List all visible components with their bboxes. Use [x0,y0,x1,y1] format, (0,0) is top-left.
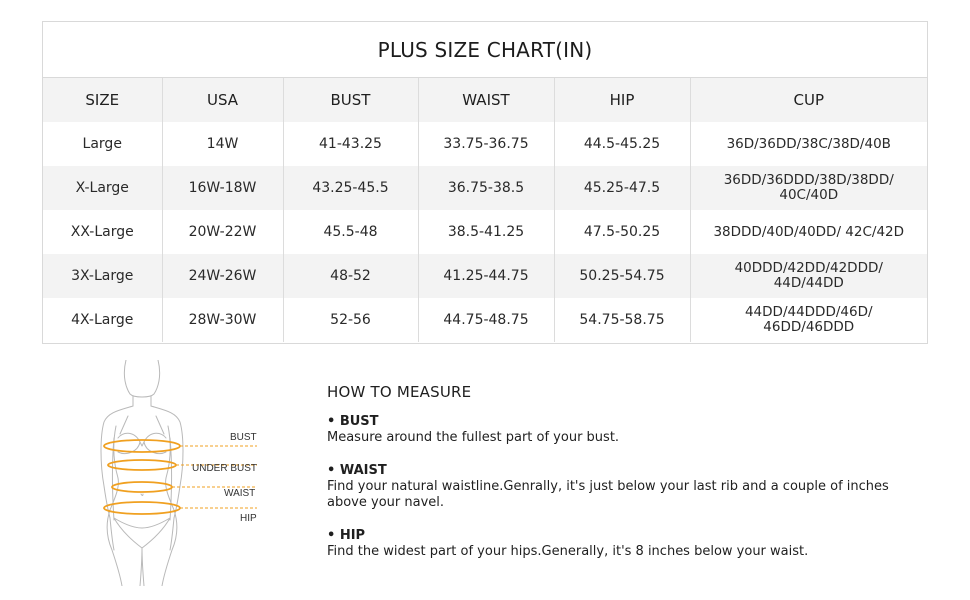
cell-hip: 47.5-50.25 [554,210,690,254]
header-hip: HIP [554,78,690,122]
howto-section-bust [327,413,927,446]
cell-bust: 43.25-45.5 [283,166,418,210]
label-bust: BUST [230,432,257,443]
how-to-measure [327,383,927,576]
cell-cup: 36DD/36DDD/38D/38DD/ 40C/40D [723,172,894,203]
table-row [43,166,927,210]
table-row [43,122,927,166]
howto-text: Find your natural waistline.Genrally, it's just below your last rib and a couple of inches above your navel. [327,479,889,510]
howto-text: Measure around the fullest part of your bust. [327,430,620,445]
cell-size: 3X-Large [43,254,162,298]
howto-section-hip [327,527,927,560]
cell-cup: 36D/36DD/38C/38D/40B [726,135,891,152]
cell-size: X-Large [43,166,162,210]
howto-heading: • BUST [327,414,379,429]
cell-bust: 41-43.25 [283,122,418,166]
label-waist: WAIST [224,488,256,499]
cell-usa: 28W-30W [162,298,283,342]
cell-usa: 16W-18W [162,166,283,210]
howto-text: Find the widest part of your hips.Generally, it's 8 inches below your waist. [327,544,809,559]
body-measurement-figure [92,360,272,586]
table-header-row [43,78,927,122]
cell-size: 4X-Large [43,298,162,342]
cell-usa: 14W [162,122,283,166]
table-row [43,254,927,298]
header-bust: BUST [283,78,418,122]
howto-heading: • HIP [327,528,366,543]
cell-size: Large [43,122,162,166]
cell-cup: 38DDD/40D/40DD/ 42C/42D [713,223,905,240]
table-row [43,298,927,342]
cell-waist: 41.25-44.75 [418,254,554,298]
header-cup: CUP [793,91,824,109]
cell-bust: 48-52 [283,254,418,298]
cell-bust: 52-56 [283,298,418,342]
howto-heading: • WAIST [327,463,387,478]
cell-hip: 45.25-47.5 [554,166,690,210]
cell-hip: 44.5-45.25 [554,122,690,166]
cell-cup: 44DD/44DDD/46D/ 46DD/46DDD [744,304,873,335]
cell-hip: 50.25-54.75 [554,254,690,298]
header-waist: WAIST [418,78,554,122]
cell-usa: 24W-26W [162,254,283,298]
size-chart [42,21,928,344]
howto-section-waist [327,462,927,511]
cell-size: XX-Large [43,210,162,254]
cell-waist: 44.75-48.75 [418,298,554,342]
cell-cup: 40DDD/42DD/42DDD/ 44D/44DD [734,260,883,291]
label-hip: HIP [240,513,257,524]
cell-waist: 36.75-38.5 [418,166,554,210]
howto-title: HOW TO MEASURE [327,383,472,401]
cell-waist: 33.75-36.75 [418,122,554,166]
header-size: SIZE [43,78,162,122]
cell-waist: 38.5-41.25 [418,210,554,254]
size-table [43,78,927,342]
cell-usa: 20W-22W [162,210,283,254]
header-usa: USA [162,78,283,122]
table-row [43,210,927,254]
label-under-bust: UNDER BUST [192,463,258,474]
cell-bust: 45.5-48 [283,210,418,254]
chart-title: PLUS SIZE CHART(IN) [43,22,927,78]
cell-hip: 54.75-58.75 [554,298,690,342]
